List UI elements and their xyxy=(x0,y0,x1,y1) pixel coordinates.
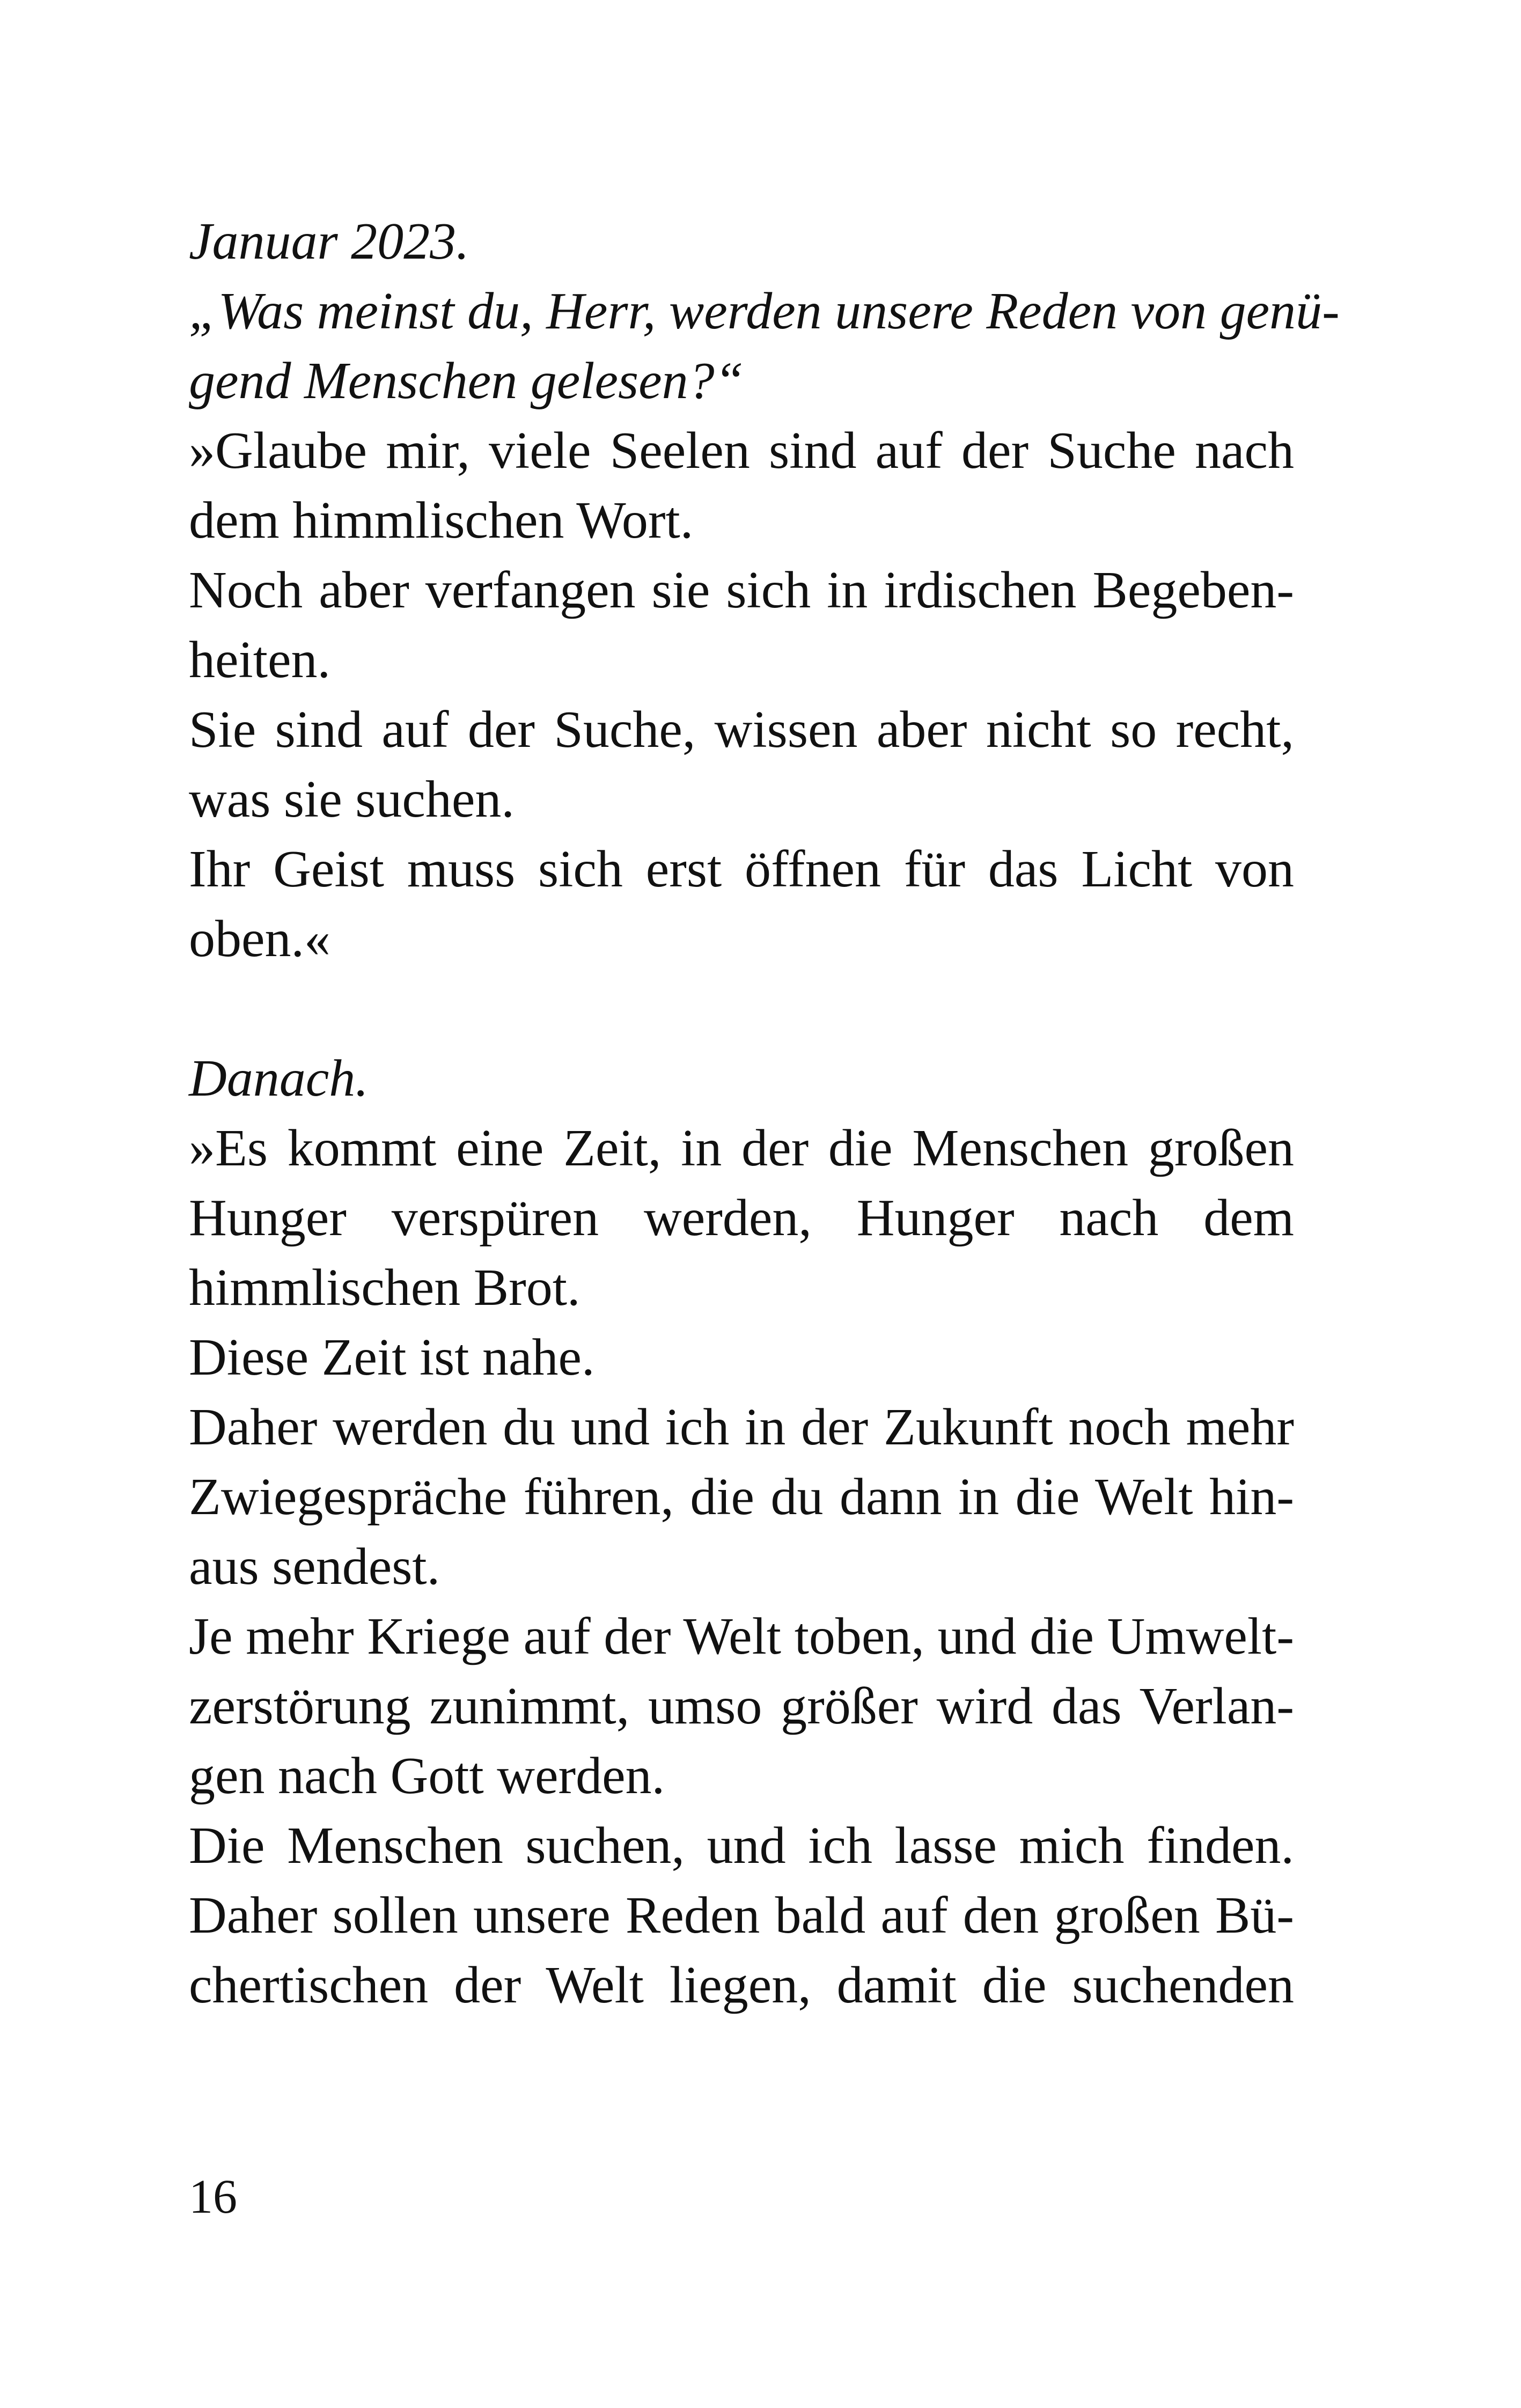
body-line: Die Menschen suchen, und ich lasse mich finden. xyxy=(189,1817,1294,1875)
body-line: himmlischen Brot. xyxy=(189,1259,581,1317)
entry-date: Januar 2023. xyxy=(189,212,469,270)
page-body-text xyxy=(189,207,1340,2020)
question-line: „Was meinst du, Herr, werden unsere Reden von genü- xyxy=(189,282,1340,340)
body-line: Daher werden du und ich in der Zukunft noch mehr xyxy=(189,1398,1294,1456)
answer-line: oben.« xyxy=(189,910,330,968)
body-line: gen nach Gott werden. xyxy=(189,1747,665,1805)
body-line: Je mehr Kriege auf der Welt toben, und die Umwelt- xyxy=(189,1607,1294,1665)
answer-line: Sie sind auf der Suche, wissen aber nicht so recht, xyxy=(189,701,1294,759)
answer-line: Ihr Geist muss sich erst öffnen für das Licht von xyxy=(189,840,1294,898)
body-line: Diese Zeit ist nahe. xyxy=(189,1328,595,1386)
body-line: Zwiegespräche führen, die du dann in die Welt hin- xyxy=(189,1468,1294,1526)
body-line: zerstörung zunimmt, umso größer wird das Verlan- xyxy=(189,1677,1294,1735)
answer-line: Noch aber verfangen sie sich in irdischen Begeben- xyxy=(189,561,1294,619)
body-line: »Es kommt eine Zeit, in der die Menschen großen xyxy=(189,1119,1294,1177)
body-line: Hunger verspüren werden, Hunger nach dem xyxy=(189,1189,1294,1247)
answer-line: »Glaube mir, viele Seelen sind auf der Suche nach xyxy=(189,422,1294,480)
question-line: gend Menschen gelesen?“ xyxy=(189,352,744,410)
body-line: chertischen der Welt liegen, damit die suchenden xyxy=(189,1956,1294,2014)
page-number: 16 xyxy=(189,2170,237,2223)
answer-line: was sie suchen. xyxy=(189,770,515,828)
answer-line: dem himmlischen Wort. xyxy=(189,491,694,549)
body-line: aus sendest. xyxy=(189,1538,440,1596)
body-line: Daher sollen unsere Reden bald auf den großen Bü- xyxy=(189,1886,1294,1944)
answer-line: heiten. xyxy=(189,631,330,689)
section-spacer xyxy=(189,974,1294,1044)
section-heading: Danach. xyxy=(189,1049,369,1107)
